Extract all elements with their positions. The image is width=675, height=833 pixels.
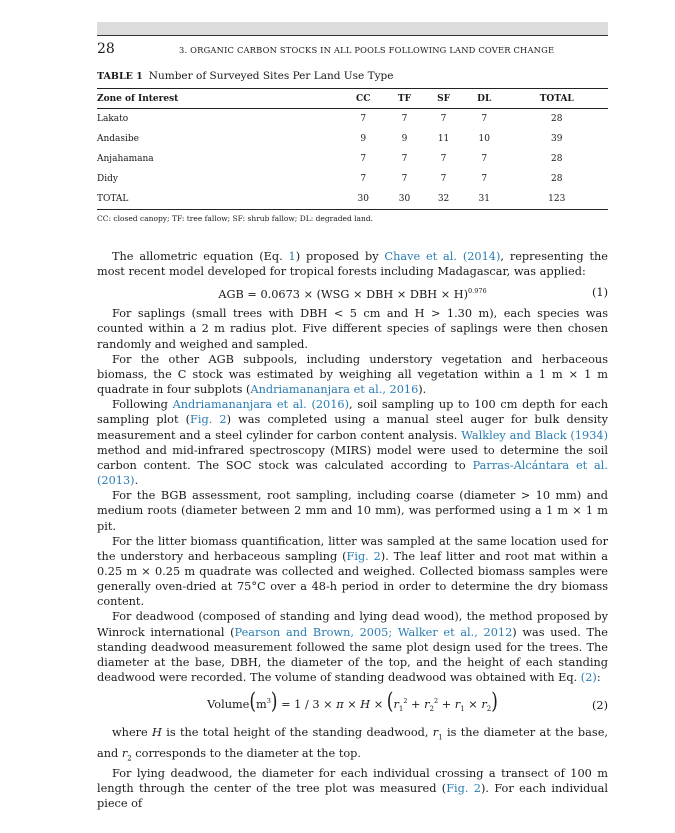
paragraph: For lying deadwood, the diameter for each individual crossing a transect of 100 m length through the center of the tree plot was measured (Fig. 2). For each individual piece of (97, 767, 608, 811)
table-cell: 11 (437, 134, 450, 144)
table-header-row (97, 89, 608, 109)
table-cell: 7 (360, 114, 367, 124)
table-cell: 7 (481, 154, 488, 164)
citation-link[interactable]: Andriamananjara et al. (2016) (172, 398, 350, 412)
paragraph: The allometric equation (Eq. 1) proposed by Chave et al. (2014), representing the most recent model developed for tropical forests including Madagascar, was applied: (97, 250, 608, 279)
table-cell: Andasibe (97, 134, 140, 144)
body-text (97, 249, 608, 812)
table-row (97, 169, 608, 189)
running-head (97, 41, 608, 59)
table-cell: 7 (481, 174, 488, 184)
paragraph: For the BGB assessment, root sampling, including coarse (diameter > 10 mm) and medium roots (diameter between 2 mm and 10 mm), was performed using a 1 m × 1 m pit. (97, 489, 608, 533)
table-cell: 10 (478, 134, 490, 144)
table-cell: 28 (551, 174, 563, 184)
equation-expression: AGB = 0.0673 × (WSG × DBH × DBH × H)$^{0.976}$ (218, 286, 487, 301)
equation-number: (1) (591, 286, 608, 300)
table-cell: 9 (401, 134, 408, 144)
col-header: DL (477, 93, 492, 104)
table-cell: Anjahamana (97, 154, 154, 164)
paragraph: For the litter biomass quantification, litter was sampled at the same location used for the understory and herbaceous sampling (Fig. 2). The leaf litter and root mat within a 0.25 m × 0.25 m quadrate was collected and weighed. Collected biomass samples were generally oven-dried at 75°C over a 48-h period in order to determine the dry biomass content. (97, 534, 608, 609)
surveyed-sites-table (97, 88, 608, 210)
paragraph: For the other AGB subpools, including understory vegetation and herbaceous biomass, the C stock was estimated by weighing all vegetation within a 1 m × 1 m quadrate in four subplots (Andriamananjara et al., 2016). (97, 352, 608, 397)
table-cell: 7 (440, 174, 447, 184)
equation-1 (97, 279, 608, 306)
col-header: Zone of Interest (97, 93, 179, 104)
table-total-row (97, 189, 608, 210)
table-cell: Didy (97, 174, 118, 184)
table-cell: 7 (360, 174, 367, 184)
table-cell: 7 (401, 114, 408, 124)
table-cell: 28 (551, 154, 563, 164)
page-number: 28 (97, 41, 115, 57)
table-title: Number of Surveyed Sites Per Land Use Type (148, 70, 394, 82)
header-bar (97, 22, 608, 36)
citation-link[interactable]: Pearson and Brown, 2005; Walker et al., 2012 (234, 625, 513, 639)
paragraph: Following Andriamananjara et al. (2016), soil sampling up to 100 cm depth for each sampling plot (Fig. 2) was completed using a manual steel auger for bulk density measurement and a steel cylinder for carbon content analysis. Walkley and Black (1934) method and mid-infrared spectroscopy (MIRS) model were used to determine the soil carbon content. The SOC stock was calculated according to Parras-Alcántara et al. (2013). (97, 398, 609, 488)
equation-link[interactable]: 1 (288, 250, 296, 263)
table-caption (97, 70, 608, 82)
table-cell: 123 (548, 194, 566, 204)
figure-link[interactable]: Fig. 2 (190, 413, 227, 427)
citation-link[interactable]: Walkley and Black (1934) (461, 428, 608, 442)
equation-2 (97, 685, 608, 725)
table-cell: 7 (401, 174, 408, 184)
equation-expression: $Volume(m^3) = 1 / 3 \times \pi \times H \times (r_1^2 + r_2^2 + r_1 \times r_2)$ (207, 689, 498, 716)
paragraph: For deadwood (composed of standing and lying dead wood), the method proposed by Winrock international (Pearson and Brown, 2005; Walker et al., 2012) was used. The standing deadwood measurement followed the same plot design used for the trees. The diameter at the base, DBH, the diameter of the top, and the height of each standing deadwood were recorded. The volume of standing deadwood was obtained with Eq. (2): (97, 610, 608, 685)
table-cell: TOTAL (97, 194, 129, 204)
citation-link[interactable]: Andriamananjara et al., 2016 (250, 383, 419, 397)
col-header: CC (356, 93, 371, 104)
table-cell: 32 (437, 194, 450, 204)
table-cell: 9 (360, 134, 367, 144)
table-cell: 7 (440, 114, 447, 124)
equation-link[interactable]: (2) (580, 671, 597, 685)
citation-link[interactable]: Chave et al. (2014) (384, 250, 501, 263)
page (97, 22, 608, 812)
table-cell: 7 (481, 114, 488, 124)
table-footnote: CC: closed canopy; TF: tree fallow; SF: shrub fallow; DL: degraded land. (97, 214, 374, 223)
figure-link[interactable]: Fig. 2 (446, 782, 481, 796)
col-header: TF (397, 93, 411, 104)
table-cell: 30 (357, 194, 369, 204)
table-cell: 39 (551, 134, 563, 144)
table-cell: 7 (360, 154, 367, 164)
table-row (97, 129, 608, 149)
table-cell: 7 (401, 154, 408, 164)
table-row (97, 149, 608, 169)
col-header: TOTAL (539, 93, 574, 104)
table-row (97, 109, 608, 130)
figure-link[interactable]: Fig. 2 (346, 549, 381, 563)
table-label: TABLE 1 (97, 71, 143, 82)
table-cell: 28 (551, 114, 563, 124)
col-header: SF (437, 93, 450, 104)
paragraph: where H is the total height of the standing deadwood, $r_1$ is the diameter at the base, and $r_2$ corresponds to the diameter at the top. (97, 726, 608, 762)
table-cell: 30 (398, 194, 411, 204)
table-cell: 31 (478, 194, 490, 204)
chapter-title: 3. ORGANIC CARBON STOCKS IN ALL POOLS FOLLOWING LAND COVER CHANGE (179, 45, 555, 55)
table-cell: Lakato (97, 114, 129, 124)
table-cell: 7 (440, 154, 447, 164)
paragraph: For saplings (small trees with DBH < 5 cm and H > 1.30 m), each species was counted within a 2 m radius plot. Five different species of saplings were then chosen randomly and weighed and sampled. (97, 307, 608, 351)
equation-number: (2) (591, 698, 608, 712)
citation-link[interactable]: Parras-Alcántara et al. (2013) (97, 458, 608, 488)
